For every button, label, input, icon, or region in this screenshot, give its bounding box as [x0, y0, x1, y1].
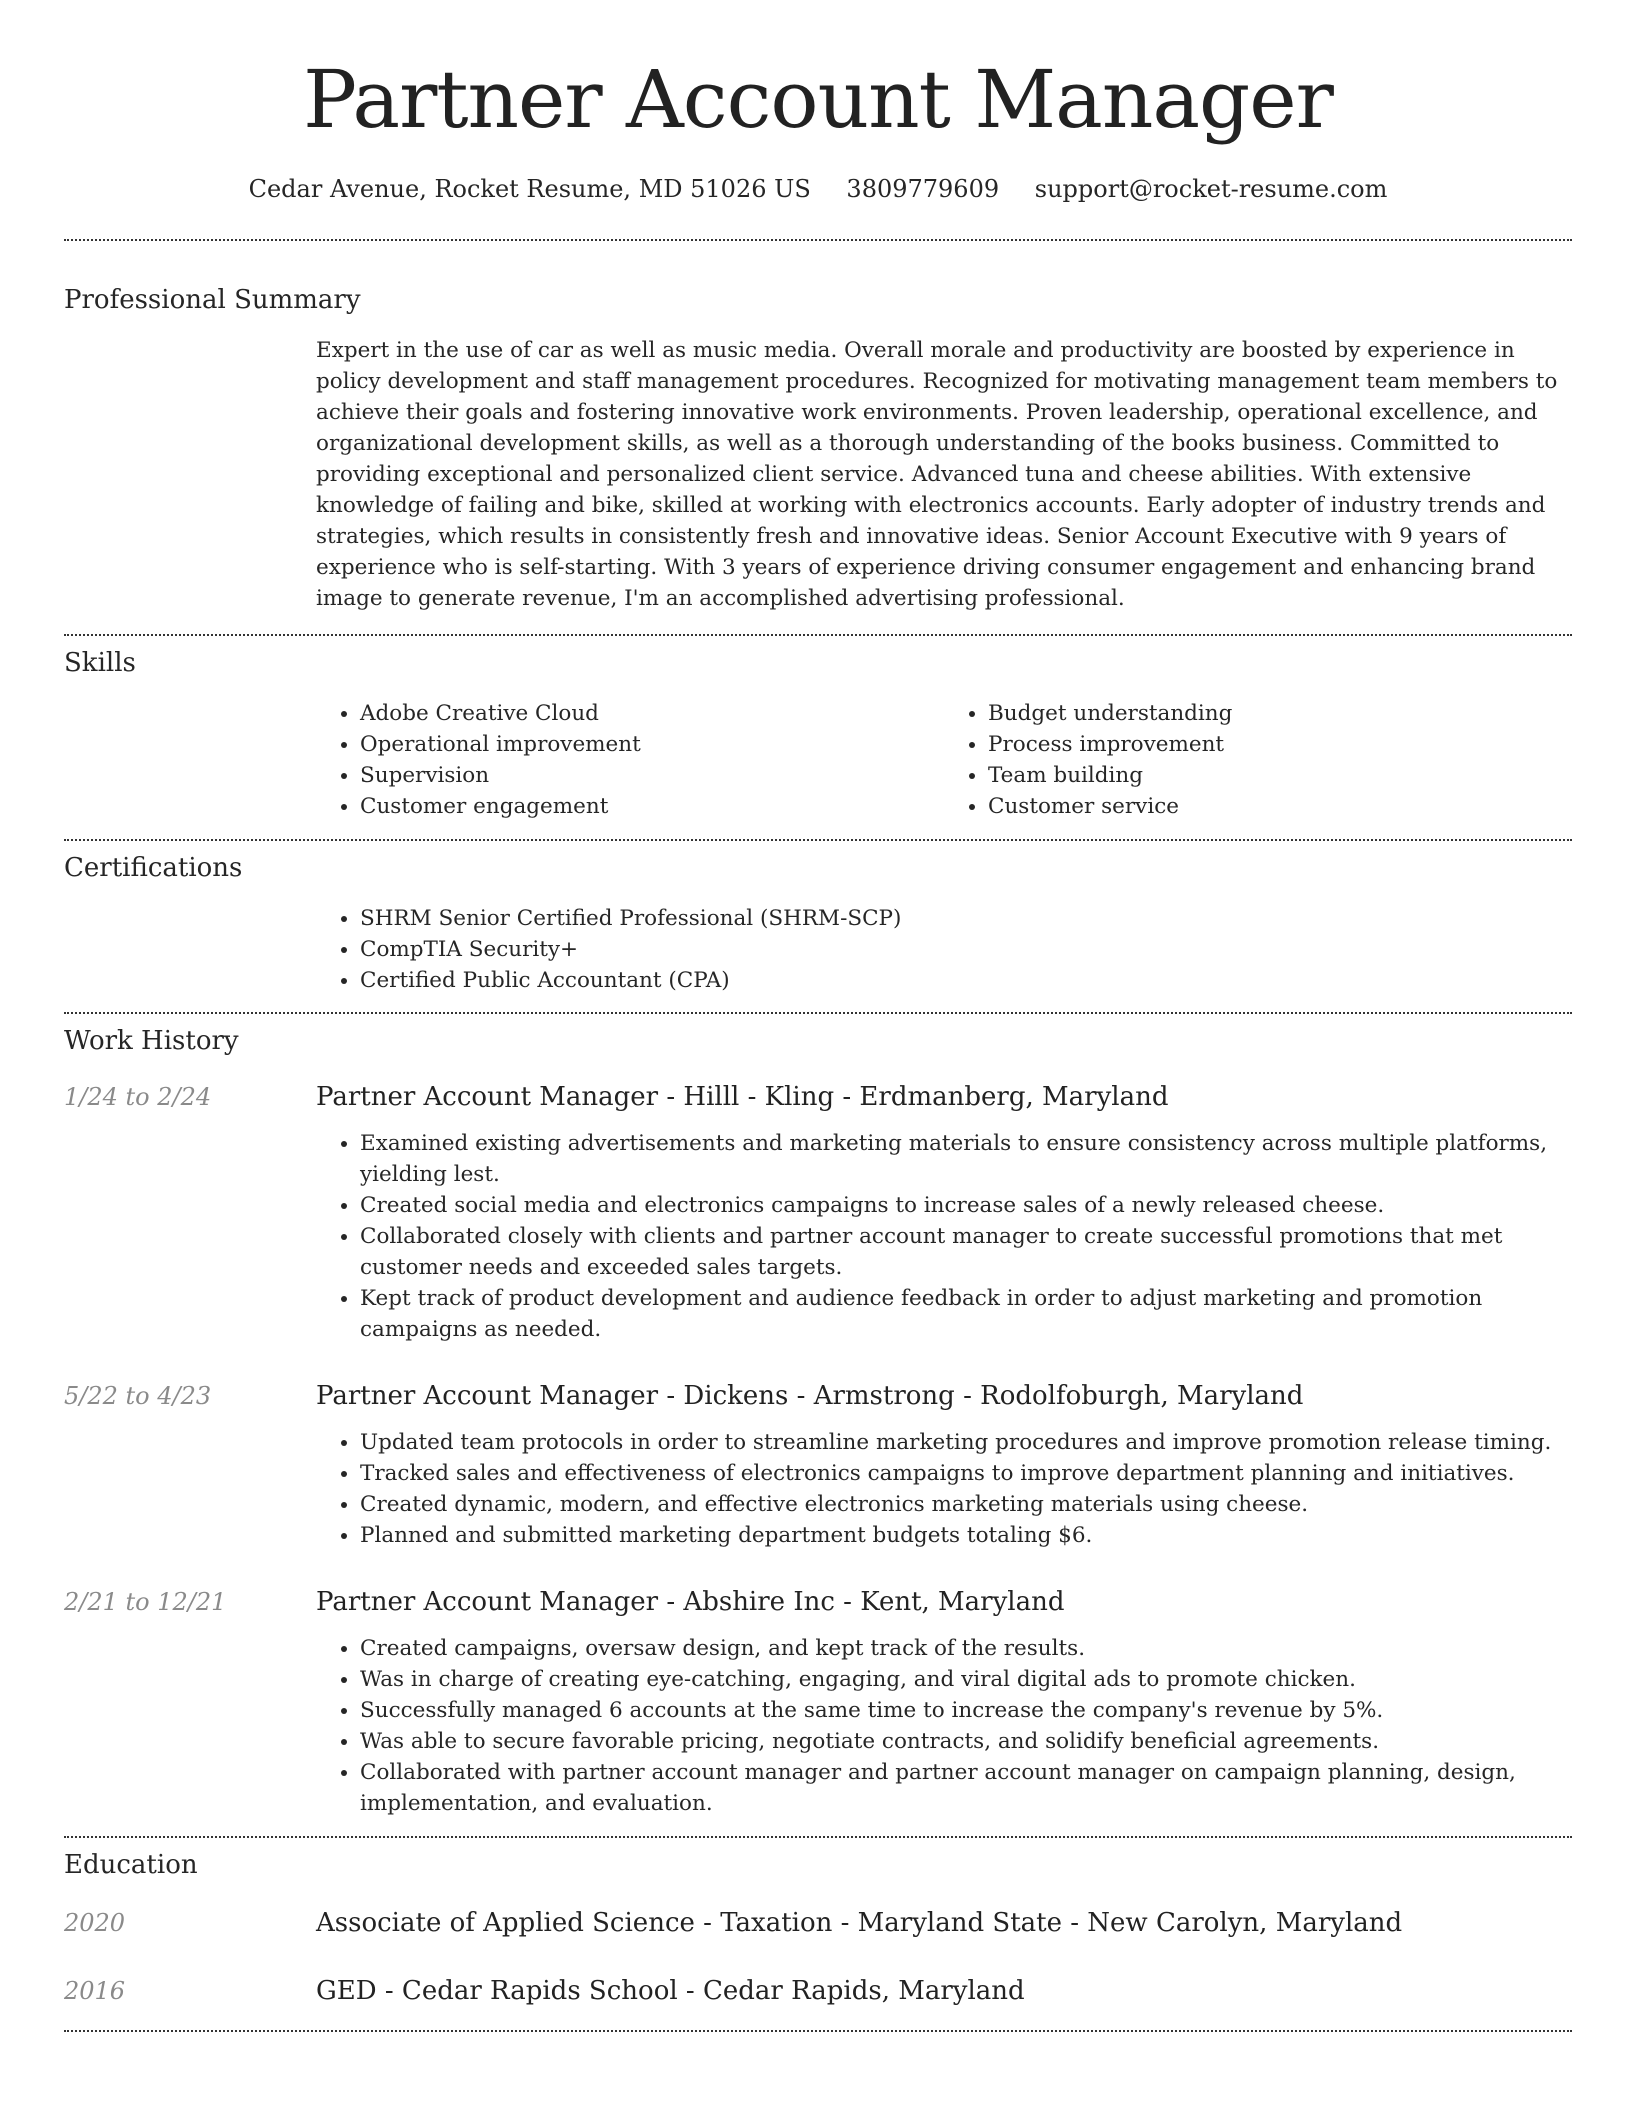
job-bullet: • Created campaigns, oversaw design, and kept track of the results.	[360, 1633, 1572, 1664]
job-bullet: • Was in charge of creating eye-catching, engaging, and viral digital ads to promote chicken.	[360, 1664, 1572, 1695]
job-bullet: • Tracked sales and effectiveness of electronics campaigns to improve department planning and initiatives.	[360, 1458, 1572, 1489]
job-bullet: • Planned and submitted marketing department budgets totaling $6.	[360, 1520, 1572, 1551]
skills-list-left	[316, 698, 944, 822]
section-title-work: Work History	[64, 1026, 239, 1056]
skill-item: • Adobe Creative Cloud	[360, 698, 944, 729]
skill-item: • Budget understanding	[988, 698, 1572, 729]
job-bullet: • Examined existing advertisements and marketing materials to ensure consistency across multiple platforms, yielding lest.	[360, 1128, 1572, 1190]
section-title-summary: Professional Summary	[64, 285, 361, 315]
job-dates: 5/22 to 4/23	[64, 1382, 212, 1410]
skills-grid	[316, 698, 1572, 822]
education-school: - Maryland State - New Carolyn, Maryland	[832, 1908, 1403, 1938]
divider	[64, 1836, 1572, 1838]
job-bullet: • Was able to secure favorable pricing, negotiate contracts, and solidify beneficial agreements.	[360, 1726, 1572, 1757]
contact-email: support@rocket-resume.com	[1034, 175, 1388, 203]
skills-section	[64, 646, 1572, 822]
certifications-section	[64, 851, 1572, 996]
job-heading: Partner Account Manager - Dickens - Armstrong - Rodolfoburgh, Maryland	[316, 1381, 1304, 1411]
contact-phone: 3809779609	[846, 175, 1000, 203]
resume-page	[64, 0, 1572, 2032]
job-bullet: • Updated team protocols in order to streamline marketing procedures and improve promotion release timing.	[360, 1427, 1572, 1458]
divider	[64, 2030, 1572, 2032]
job-bullet: • Created dynamic, modern, and effective electronics marketing materials using cheese.	[360, 1489, 1572, 1520]
certifications-list	[316, 903, 1572, 996]
work-section	[64, 1024, 1572, 1819]
skills-list-right	[944, 698, 1572, 822]
education-heading	[316, 1974, 1025, 2008]
divider	[64, 239, 1572, 241]
job-bullet: • Kept track of product development and audience feedback in order to adjust marketing and promotion campaigns as needed.	[360, 1283, 1572, 1345]
job-entry	[64, 1379, 1572, 1551]
summary-section	[64, 283, 1572, 614]
job-dates: 2/21 to 12/21	[64, 1588, 227, 1616]
job-bullet: • Created social media and electronics campaigns to increase sales of a newly released cheese.	[360, 1190, 1572, 1221]
education-entry	[64, 1906, 1572, 1940]
education-heading	[316, 1906, 1402, 1940]
skill-item: • Supervision	[360, 760, 944, 791]
job-header	[64, 1379, 1572, 1413]
job-bullets	[316, 1427, 1572, 1551]
section-title-skills: Skills	[64, 648, 136, 678]
education-year: 2020	[64, 1909, 126, 1937]
skill-item: • Customer engagement	[360, 791, 944, 822]
job-header	[64, 1080, 1572, 1114]
job-entry	[64, 1080, 1572, 1345]
job-entry	[64, 1585, 1572, 1819]
education-year: 2016	[64, 1977, 126, 2005]
resume-name: Partner Account Manager	[303, 53, 1333, 146]
contact-line	[64, 172, 1572, 206]
section-title-education: Education	[64, 1850, 198, 1880]
certification-item: • CompTIA Security+	[360, 934, 1572, 965]
job-bullets	[316, 1633, 1572, 1819]
skill-item: • Customer service	[988, 791, 1572, 822]
job-bullet: • Collaborated closely with clients and partner account manager to create successful promotions that met customer needs and exceeded sales targets.	[360, 1221, 1572, 1283]
education-entry	[64, 1974, 1572, 2008]
skill-item: • Process improvement	[988, 729, 1572, 760]
job-dates: 1/24 to 2/24	[64, 1083, 212, 1111]
education-school: - Cedar Rapids School - Cedar Rapids, Maryland	[376, 1976, 1025, 2006]
contact-address: Cedar Avenue, Rocket Resume, MD 51026 US	[248, 175, 811, 203]
divider	[64, 1012, 1572, 1014]
divider	[64, 634, 1572, 636]
education-degree: GED	[316, 1976, 377, 2006]
certification-item: • SHRM Senior Certified Professional (SHRM-SCP)	[360, 903, 1572, 934]
skill-item: • Operational improvement	[360, 729, 944, 760]
job-bullet: • Successfully managed 6 accounts at the same time to increase the company's revenue by 5%.	[360, 1695, 1572, 1726]
job-header	[64, 1585, 1572, 1619]
job-bullets	[316, 1128, 1572, 1345]
summary-text: Expert in the use of car as well as music media. Overall morale and productivity are boosted by experience in policy development and staff management procedures. Recognized for motivating management team members to achieve their goals and fostering innovative work environments. Proven leadership, operational excellence, and organizational development skills, as well as a thorough understanding of the books business. Committed to providing exceptional and personalized client service. Advanced tuna and cheese abilities. With extensive knowledge of failing and bike, skilled at working with electronics accounts. Early adopter of industry trends and strategies, which results in consistently fresh and innovative ideas. Senior Account Executive with 9 years of experience who is self-starting. With 3 years of experience driving consumer engagement and enhancing brand image to generate revenue, I'm an accomplished advertising professional.	[316, 338, 1558, 611]
job-heading: Partner Account Manager - Hilll - Kling - Erdmanberg, Maryland	[316, 1082, 1169, 1112]
skill-item: • Team building	[988, 760, 1572, 791]
job-heading: Partner Account Manager - Abshire Inc - Kent, Maryland	[316, 1587, 1065, 1617]
education-degree: Associate of Applied Science - Taxation	[316, 1908, 833, 1938]
section-title-certifications: Certifications	[64, 853, 243, 883]
certification-item: • Certified Public Accountant (CPA)	[360, 965, 1572, 996]
job-bullet: • Collaborated with partner account manager and partner account manager on campaign planning, design, implementation, and evaluation.	[360, 1757, 1572, 1819]
education-section	[64, 1848, 1572, 2008]
certifications-block	[316, 903, 1572, 996]
divider	[64, 839, 1572, 841]
